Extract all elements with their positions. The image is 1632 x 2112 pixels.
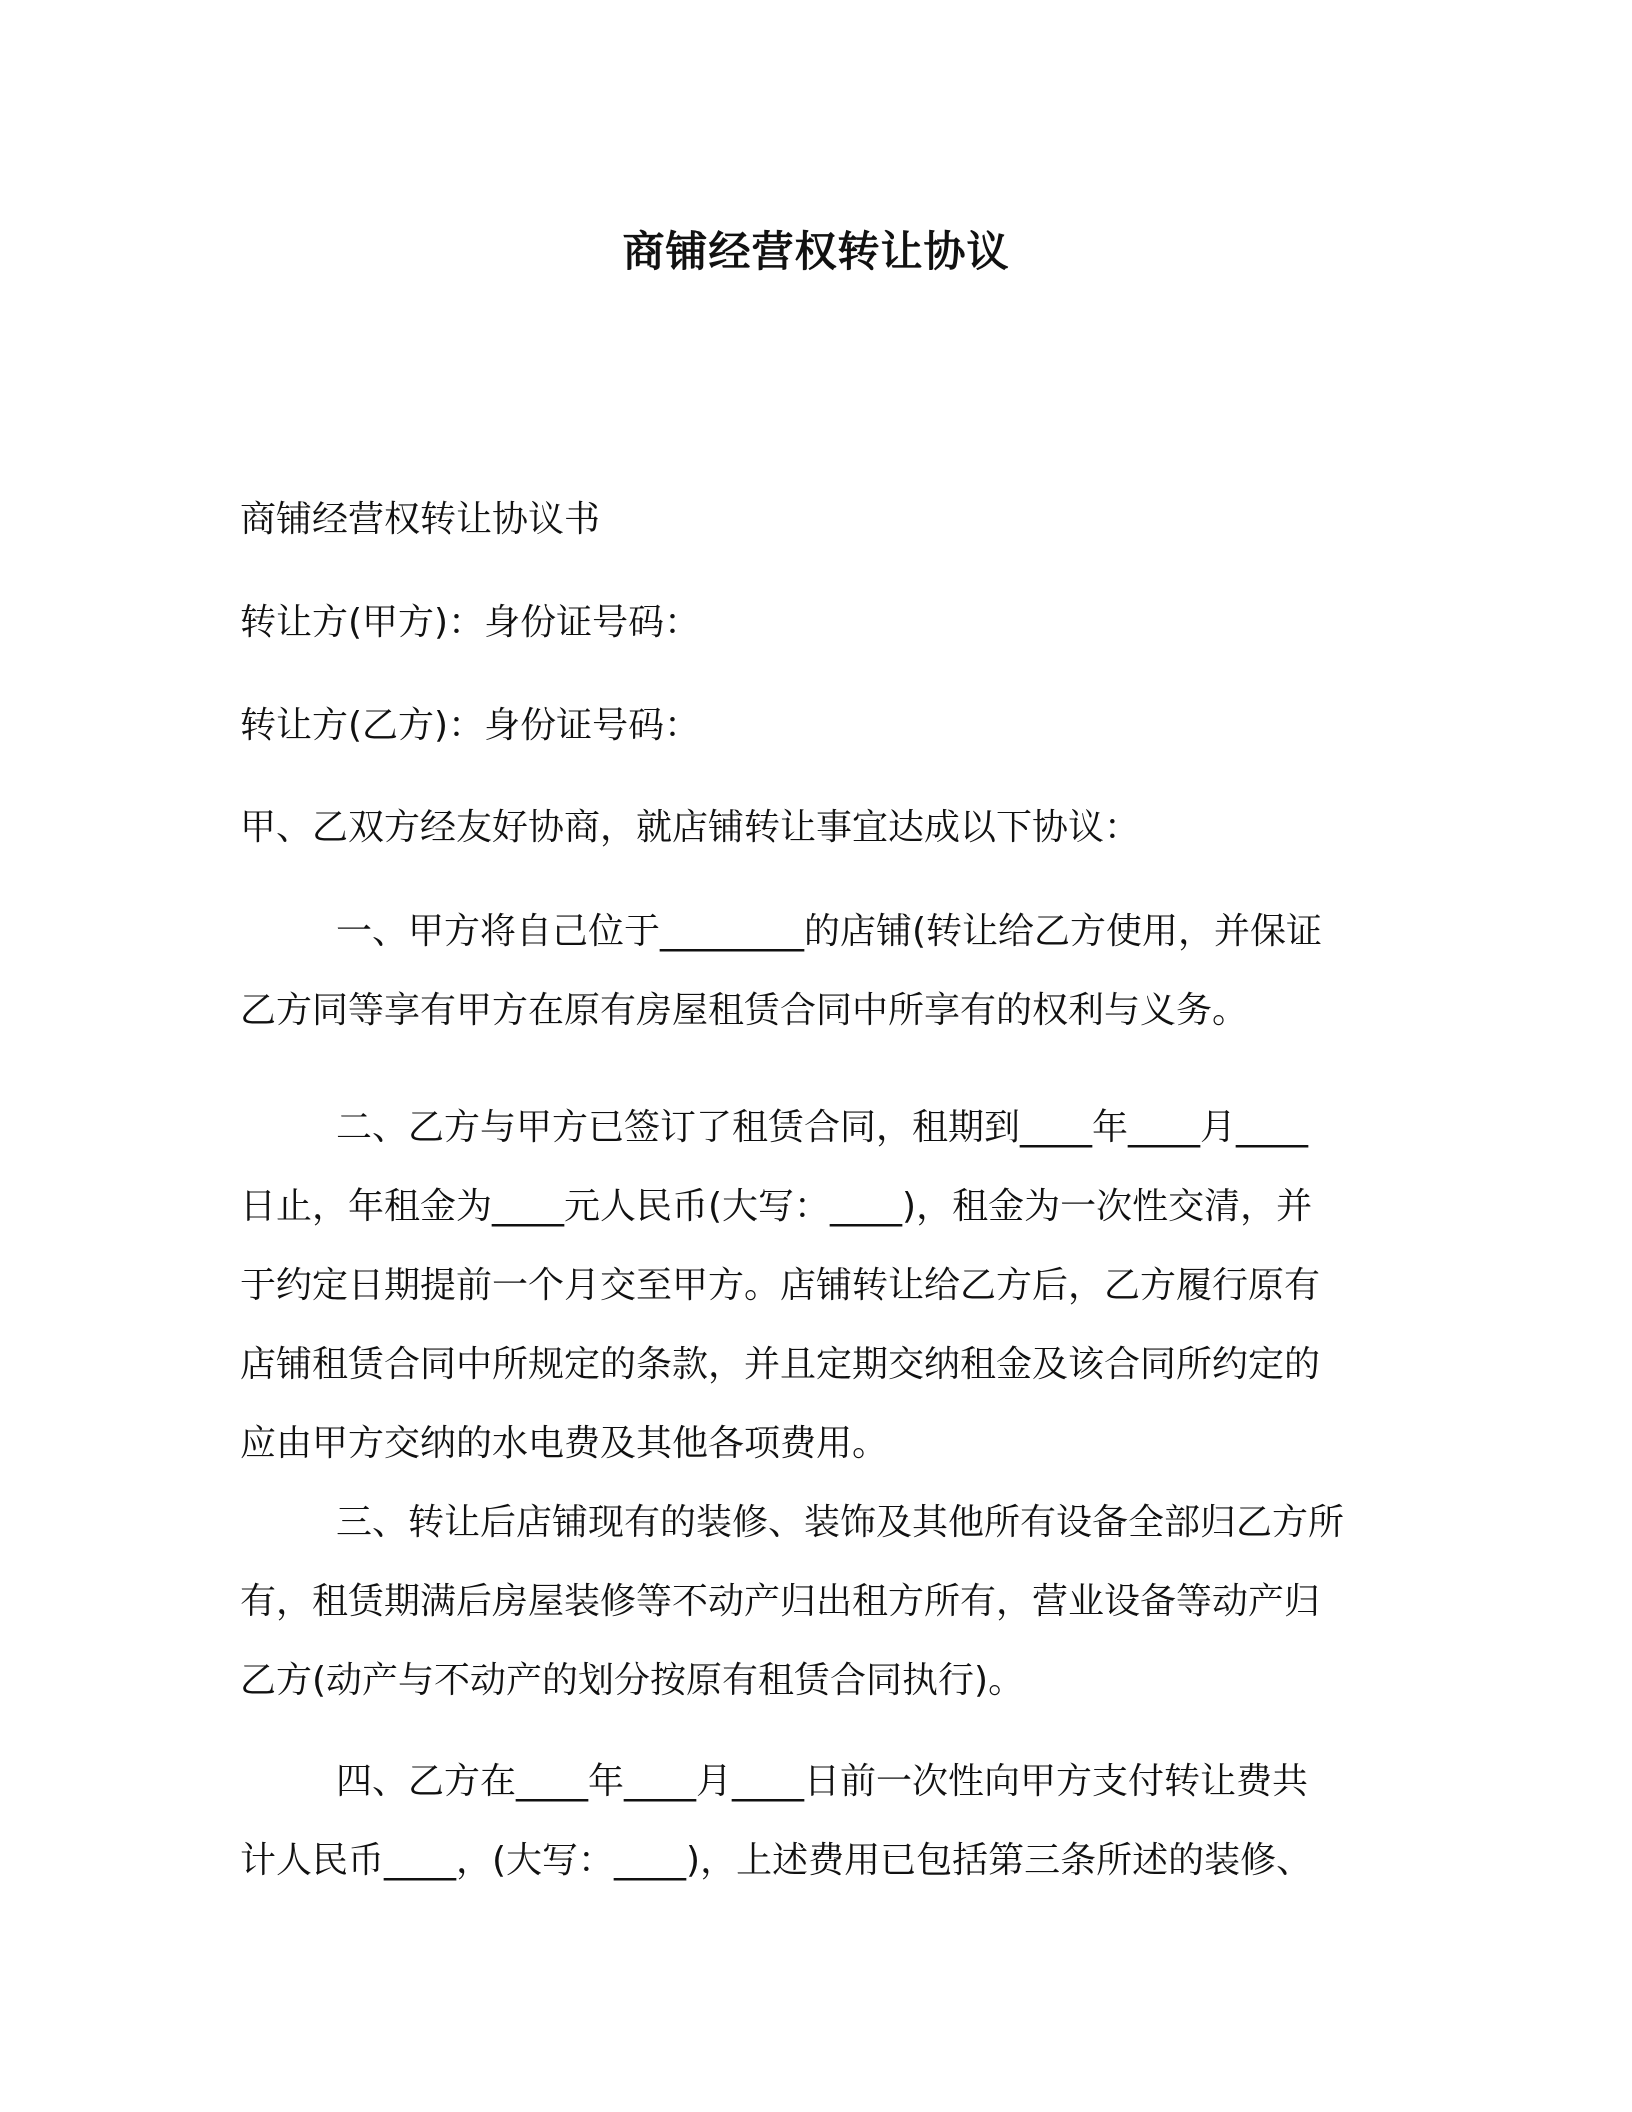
clause-1 [240, 892, 1380, 1050]
clause-2-line: 店铺租赁合同中所规定的条款，并且定期交纳租金及该合同所约定的 [240, 1344, 1321, 1385]
party-a-line: 转让方(甲方)：身份证号码： [240, 602, 701, 643]
clause-3-line: 乙方(动产与不动产的划分按原有租赁合同执行)。 [240, 1660, 1025, 1701]
document-subtitle: 商铺经营权转让协议书 [240, 499, 601, 540]
clause-4-line: 计人民币____，(大写：____)，上述费用已包括第三条所述的装修、 [240, 1840, 1313, 1881]
clause-2-line: 于约定日期提前一个月交至甲方。店铺转让给乙方后，乙方履行原有 [240, 1265, 1321, 1306]
clause-2-line: 二、乙方与甲方已签订了租赁合同，租期到____年____月____ [336, 1107, 1309, 1148]
document-title: 商铺经营权转让协议 [622, 227, 1010, 276]
clause-3-line: 三、转让后店铺现有的装修、装饰及其他所有设备全部归乙方所 [336, 1502, 1345, 1543]
clause-2-line: 日止，年租金为____元人民币(大写：____)，租金为一次性交清，并 [240, 1186, 1313, 1227]
clause-3-line: 有，租赁期满后房屋装修等不动产归出租方所有，营业设备等动产归 [240, 1581, 1321, 1622]
clause-4 [240, 1742, 1380, 1900]
preamble-line: 甲、乙双方经友好协商，就店铺转让事宜达成以下协议： [240, 807, 1141, 848]
party-b-line: 转让方(乙方)：身份证号码： [240, 705, 701, 746]
clause-1-line: 一、甲方将自己位于________的店铺(转让给乙方使用，并保证 [336, 911, 1323, 952]
clause-4-line: 四、乙方在____年____月____日前一次性向甲方支付转让费共 [336, 1761, 1309, 1802]
clause-2-line: 应由甲方交纳的水电费及其他各项费用。 [240, 1423, 889, 1464]
clause-1-line: 乙方同等享有甲方在原有房屋租赁合同中所享有的权利与义务。 [240, 990, 1249, 1031]
clause-3 [240, 1483, 1380, 1720]
clause-2 [240, 1088, 1380, 1483]
